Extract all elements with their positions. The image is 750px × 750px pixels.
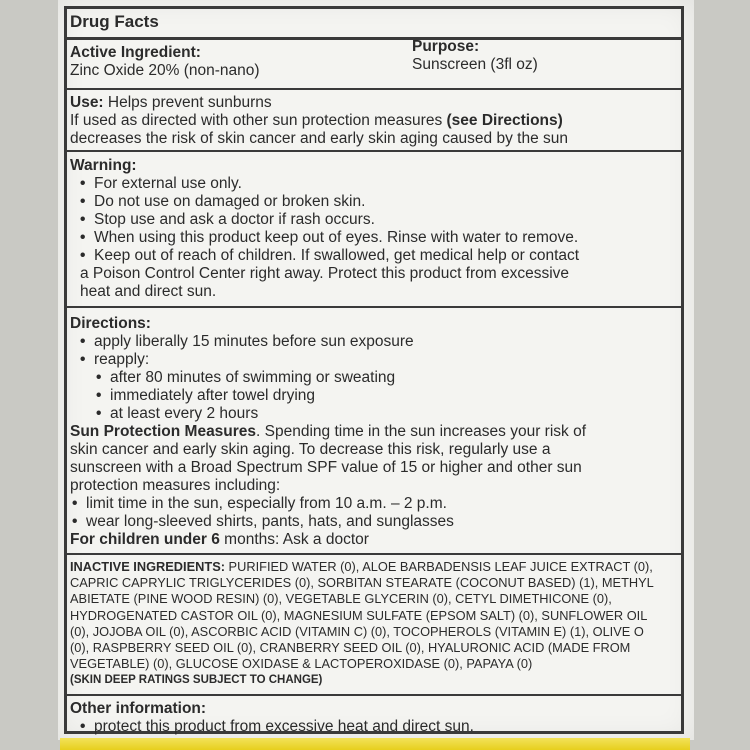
warning-item: • Stop use and ask a doctor if rash occurs. [80, 211, 680, 229]
purpose-heading: Purpose: [412, 38, 480, 55]
other-information-heading: Other information: [70, 700, 207, 717]
warning-item: • For external use only. [80, 175, 680, 193]
use-text: If used as directed with other sun protection measures [70, 112, 447, 129]
sun-protection-item: • limit time in the sun, especially from 10 a.m. – 2 p.m. [72, 495, 680, 513]
active-ingredient-heading: Active Ingredient: [70, 44, 201, 61]
divider [64, 88, 684, 90]
divider [64, 694, 684, 696]
other-information-section [70, 700, 680, 736]
inactive-line: HYDROGENATED CASTOR OIL (0), MAGNESIUM SULFATE (EPSOM SALT) (0), SUNFLOWER OIL [70, 607, 648, 623]
divider [64, 150, 684, 152]
warning-item: • Keep out of reach of children. If swallowed, get medical help or contact [80, 247, 680, 265]
warning-line: a Poison Control Center right away. Protect this product from excessive [80, 265, 570, 282]
warning-section [70, 157, 680, 301]
directions-section [70, 315, 680, 549]
inactive-note: (SKIN DEEP RATINGS SUBJECT TO CHANGE) [70, 674, 323, 687]
use-section [70, 94, 680, 148]
inactive-heading: INACTIVE INGREDIENTS: [70, 559, 225, 574]
use-text: decreases the risk of skin cancer and early skin aging caused by the sun [70, 130, 568, 147]
sun-protection-text: . Spending time in the sun increases your risk of [256, 423, 587, 440]
inactive-line: (0), JOJOBA OIL (0), ASCORBIC ACID (VITAMIN C) (0), TOCOPHEROLS (VITAMIN E) (1), OLIVE O [70, 623, 644, 639]
use-text: Helps prevent sunburns [103, 94, 272, 111]
inactive-line: VEGETABLE) (0), GLUCOSE OXIDASE & LACTOPEROXIDASE (0), PAPAYA (0) [70, 656, 533, 672]
directions-subitem: • at least every 2 hours [80, 405, 680, 423]
sun-protection-heading: Sun Protection Measures [70, 423, 257, 440]
children-text: months: Ask a doctor [219, 531, 369, 548]
directions-subitem: • immediately after towel drying [80, 387, 680, 405]
sun-protection-text: sunscreen with a Broad Spectrum SPF value of 15 or higher and other sun [70, 459, 582, 476]
other-information-item: • protect this product from excessive heat and direct sun. [80, 718, 680, 736]
drug-facts-title: Drug Facts [70, 12, 159, 31]
purpose-section [412, 38, 672, 74]
warning-item: • When using this product keep out of eyes. Rinse with water to remove. [80, 229, 680, 247]
directions-item: • apply liberally 15 minutes before sun exposure [80, 333, 680, 351]
inactive-ingredients-section [70, 559, 680, 689]
children-heading: For children under 6 [70, 531, 220, 548]
warning-item: • Do not use on damaged or broken skin. [80, 193, 680, 211]
directions-heading: Directions: [70, 315, 151, 332]
inactive-line: (0), RASPBERRY SEED OIL (0), CRANBERRY SEED OIL (0), HYALURONIC ACID (MADE FROM [70, 640, 631, 656]
divider [64, 553, 684, 555]
warning-line: heat and direct sun. [80, 283, 217, 300]
inactive-line: CAPRIC CAPRYLIC TRIGLYCERIDES (0), SORBITAN STEARATE (COCONUT BASED) (1), METHYL [70, 575, 654, 591]
active-ingredient-value: Zinc Oxide 20% (non-nano) [70, 62, 260, 79]
inactive-line: ABIETATE (PINE WOOD RESIN) (0), VEGETABLE GLYCERIN (0), CETYL DIMETHICONE (0), [70, 591, 612, 607]
sun-protection-text: protection measures including: [70, 477, 281, 494]
directions-item: • reapply: [80, 351, 680, 369]
directions-subitem: • after 80 minutes of swimming or sweating [80, 369, 680, 387]
inactive-line: PURIFIED WATER (0), ALOE BARBADENSIS LEAF JUICE EXTRACT (0), [225, 559, 653, 574]
sun-protection-text: skin cancer and early skin aging. To decrease this risk, regularly use a [70, 441, 551, 458]
purpose-value: Sunscreen (3fl oz) [412, 56, 538, 73]
sun-protection-item: • wear long-sleeved shirts, pants, hats, and sunglasses [72, 513, 680, 531]
warning-heading: Warning: [70, 157, 137, 174]
divider [64, 306, 684, 308]
use-heading: Use: [70, 94, 104, 111]
use-see-directions: (see Directions) [446, 112, 563, 129]
bottle-edge [60, 738, 690, 750]
